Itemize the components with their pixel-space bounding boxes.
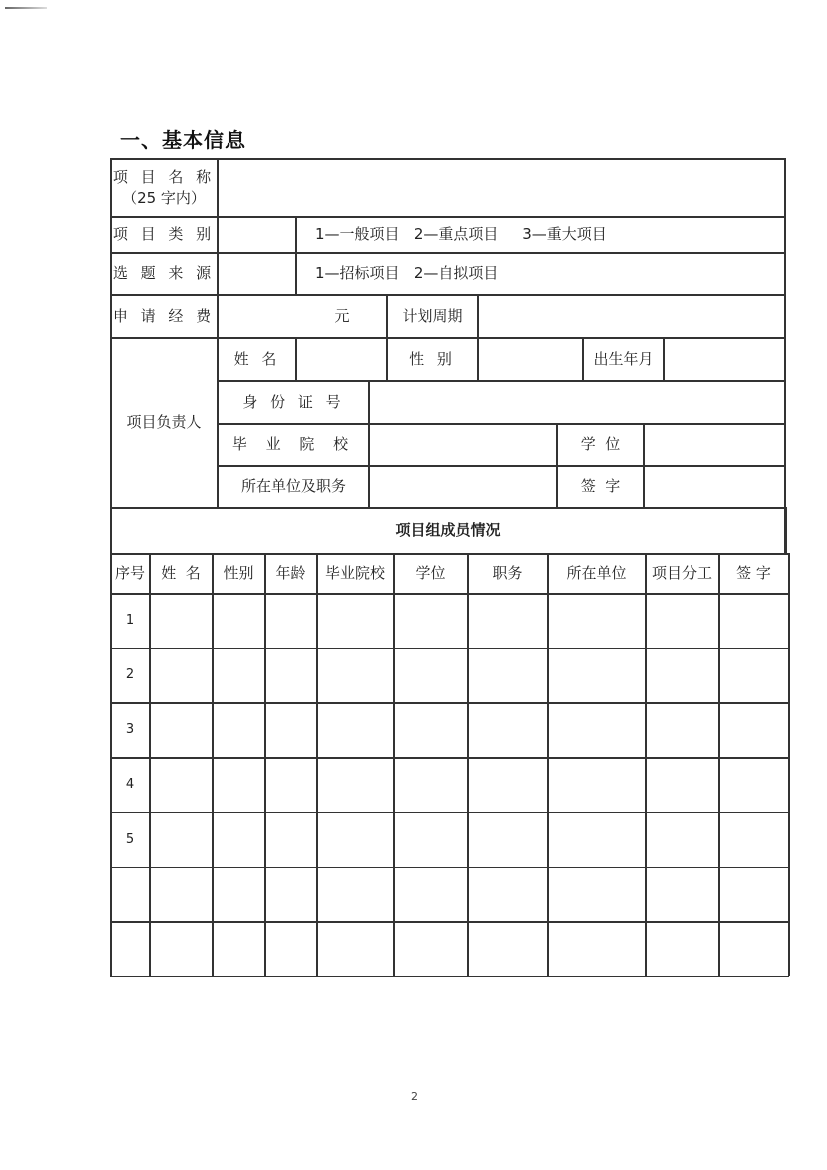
leader-name-label: 姓 名: [233, 349, 281, 368]
project-type-label: 项 目 类 别: [112, 225, 216, 243]
project-name-label: [111, 159, 217, 216]
member-row-index: 4: [125, 776, 135, 792]
member-degree-field[interactable]: [394, 813, 467, 867]
project-type-field[interactable]: [219, 217, 295, 252]
leader-sign-field[interactable]: [645, 466, 783, 507]
funding-label: 申 请 经 费: [112, 306, 216, 325]
member-age-field[interactable]: [265, 868, 316, 922]
leader-unit-field[interactable]: [370, 466, 556, 507]
member-age-field[interactable]: [265, 922, 316, 976]
member-role-field[interactable]: [646, 703, 718, 757]
member-degree-field[interactable]: [394, 594, 467, 648]
member-row-index: 3: [125, 722, 135, 738]
column-header-index: 序号: [114, 564, 145, 582]
member-gender-field[interactable]: [213, 922, 264, 976]
member-sign-field[interactable]: [719, 922, 788, 976]
project-name-label-line2: （25 字内）: [122, 188, 206, 207]
member-name-field[interactable]: [150, 703, 212, 757]
member-degree-field[interactable]: [394, 649, 467, 703]
member-school-field[interactable]: [317, 594, 393, 648]
leader-id-field[interactable]: [370, 381, 783, 423]
plan-period-label: 计划周期: [402, 306, 463, 325]
member-gender-field[interactable]: [213, 703, 264, 757]
table-border-right: [788, 553, 790, 976]
member-position-field[interactable]: [468, 649, 547, 703]
member-sign-field[interactable]: [719, 649, 788, 703]
member-gender-field[interactable]: [213, 649, 264, 703]
member-row-index: 1: [125, 612, 135, 628]
column-header-degree: 学位: [415, 564, 446, 582]
topic-source-options: 1—招标项目 2—自拟项目: [315, 264, 499, 282]
topic-source-label: 选 题 来 源: [112, 264, 216, 282]
page-number: 2: [411, 1090, 418, 1103]
member-sign-field[interactable]: [719, 813, 788, 867]
member-gender-field[interactable]: [213, 594, 264, 648]
member-row-index: 2: [125, 667, 135, 683]
project-name-field[interactable]: [219, 159, 783, 216]
member-age-field[interactable]: [265, 758, 316, 812]
member-row-index: [111, 922, 149, 976]
member-age-field[interactable]: [265, 703, 316, 757]
leader-gender-field[interactable]: [479, 338, 582, 380]
member-role-field[interactable]: [646, 868, 718, 922]
member-school-field[interactable]: [317, 703, 393, 757]
column-header-role: 项目分工: [651, 564, 712, 582]
member-age-field[interactable]: [265, 594, 316, 648]
project-type-options: 1—一般项目 2—重点项目 3—重大项目: [315, 225, 607, 243]
leader-gender-label: 性 别: [409, 349, 456, 368]
column-header-unit: 所在单位: [566, 564, 627, 582]
member-gender-field[interactable]: [213, 758, 264, 812]
member-position-field[interactable]: [468, 703, 547, 757]
funding-unit: 元: [334, 306, 350, 325]
table-border-right-title: [785, 507, 787, 553]
leader-degree-field[interactable]: [645, 424, 783, 465]
member-position-field[interactable]: [468, 922, 547, 976]
leader-sign-label: 签 字: [580, 477, 621, 495]
member-role-field[interactable]: [646, 758, 718, 812]
member-degree-field[interactable]: [394, 758, 467, 812]
member-position-field[interactable]: [468, 813, 547, 867]
member-name-field[interactable]: [150, 922, 212, 976]
member-unit-field[interactable]: [548, 922, 645, 976]
member-position-field[interactable]: [468, 868, 547, 922]
member-school-field[interactable]: [317, 922, 393, 976]
member-row-index: 5: [125, 831, 135, 847]
member-age-field[interactable]: [265, 813, 316, 867]
leader-birth-field[interactable]: [665, 338, 783, 380]
column-header-position: 职务: [492, 564, 523, 582]
member-name-field[interactable]: [150, 758, 212, 812]
member-gender-field[interactable]: [213, 813, 264, 867]
member-degree-field[interactable]: [394, 703, 467, 757]
member-degree-field[interactable]: [394, 922, 467, 976]
member-position-field[interactable]: [468, 758, 547, 812]
member-school-field[interactable]: [317, 813, 393, 867]
member-name-field[interactable]: [150, 868, 212, 922]
member-unit-field[interactable]: [548, 868, 645, 922]
member-sign-field[interactable]: [719, 594, 788, 648]
scan-artifact: [5, 7, 47, 9]
member-sign-field[interactable]: [719, 868, 788, 922]
member-unit-field[interactable]: [548, 813, 645, 867]
funding-field[interactable]: [219, 295, 319, 337]
leader-school-field[interactable]: [370, 424, 556, 465]
column-header-sign: 签 字: [736, 564, 771, 582]
member-sign-field[interactable]: [719, 758, 788, 812]
member-school-field[interactable]: [317, 649, 393, 703]
leader-name-field[interactable]: [297, 338, 386, 380]
member-name-field[interactable]: [150, 649, 212, 703]
member-school-field[interactable]: [317, 868, 393, 922]
member-degree-field[interactable]: [394, 868, 467, 922]
member-role-field[interactable]: [646, 922, 718, 976]
column-header-name: 姓 名: [161, 564, 201, 582]
column-header-gender: 性别: [223, 564, 254, 582]
member-row-index: [111, 868, 149, 922]
leader-unit-label: 所在单位及职务: [240, 477, 346, 495]
member-school-field[interactable]: [317, 758, 393, 812]
member-unit-field[interactable]: [548, 594, 645, 648]
leader-school-label: 毕 业 院 校: [231, 435, 356, 453]
member-sign-field[interactable]: [719, 703, 788, 757]
column-header-age: 年龄: [275, 564, 306, 582]
leader-id-label: 身 份 证 号: [242, 392, 345, 411]
section-heading: 一、基本信息: [120, 128, 246, 152]
member-role-field[interactable]: [646, 813, 718, 867]
member-role-field[interactable]: [646, 649, 718, 703]
member-position-field[interactable]: [468, 594, 547, 648]
members-row-divider: [110, 976, 789, 978]
member-unit-field[interactable]: [548, 703, 645, 757]
topic-source-field[interactable]: [219, 253, 295, 294]
project-name-label-line1: 项 目 名 称: [112, 167, 216, 186]
member-unit-field[interactable]: [548, 758, 645, 812]
member-age-field[interactable]: [265, 649, 316, 703]
members-title: 项目组成员情况: [395, 521, 501, 539]
member-gender-field[interactable]: [213, 868, 264, 922]
member-name-field[interactable]: [150, 813, 212, 867]
project-leader-label: 项目负责人: [126, 413, 202, 431]
plan-period-field[interactable]: [479, 295, 783, 337]
member-role-field[interactable]: [646, 594, 718, 648]
member-name-field[interactable]: [150, 594, 212, 648]
leader-birth-label: 出生年月: [593, 349, 654, 368]
member-unit-field[interactable]: [548, 649, 645, 703]
column-header-school: 毕业院校: [324, 564, 385, 582]
leader-degree-label: 学 位: [580, 435, 621, 453]
